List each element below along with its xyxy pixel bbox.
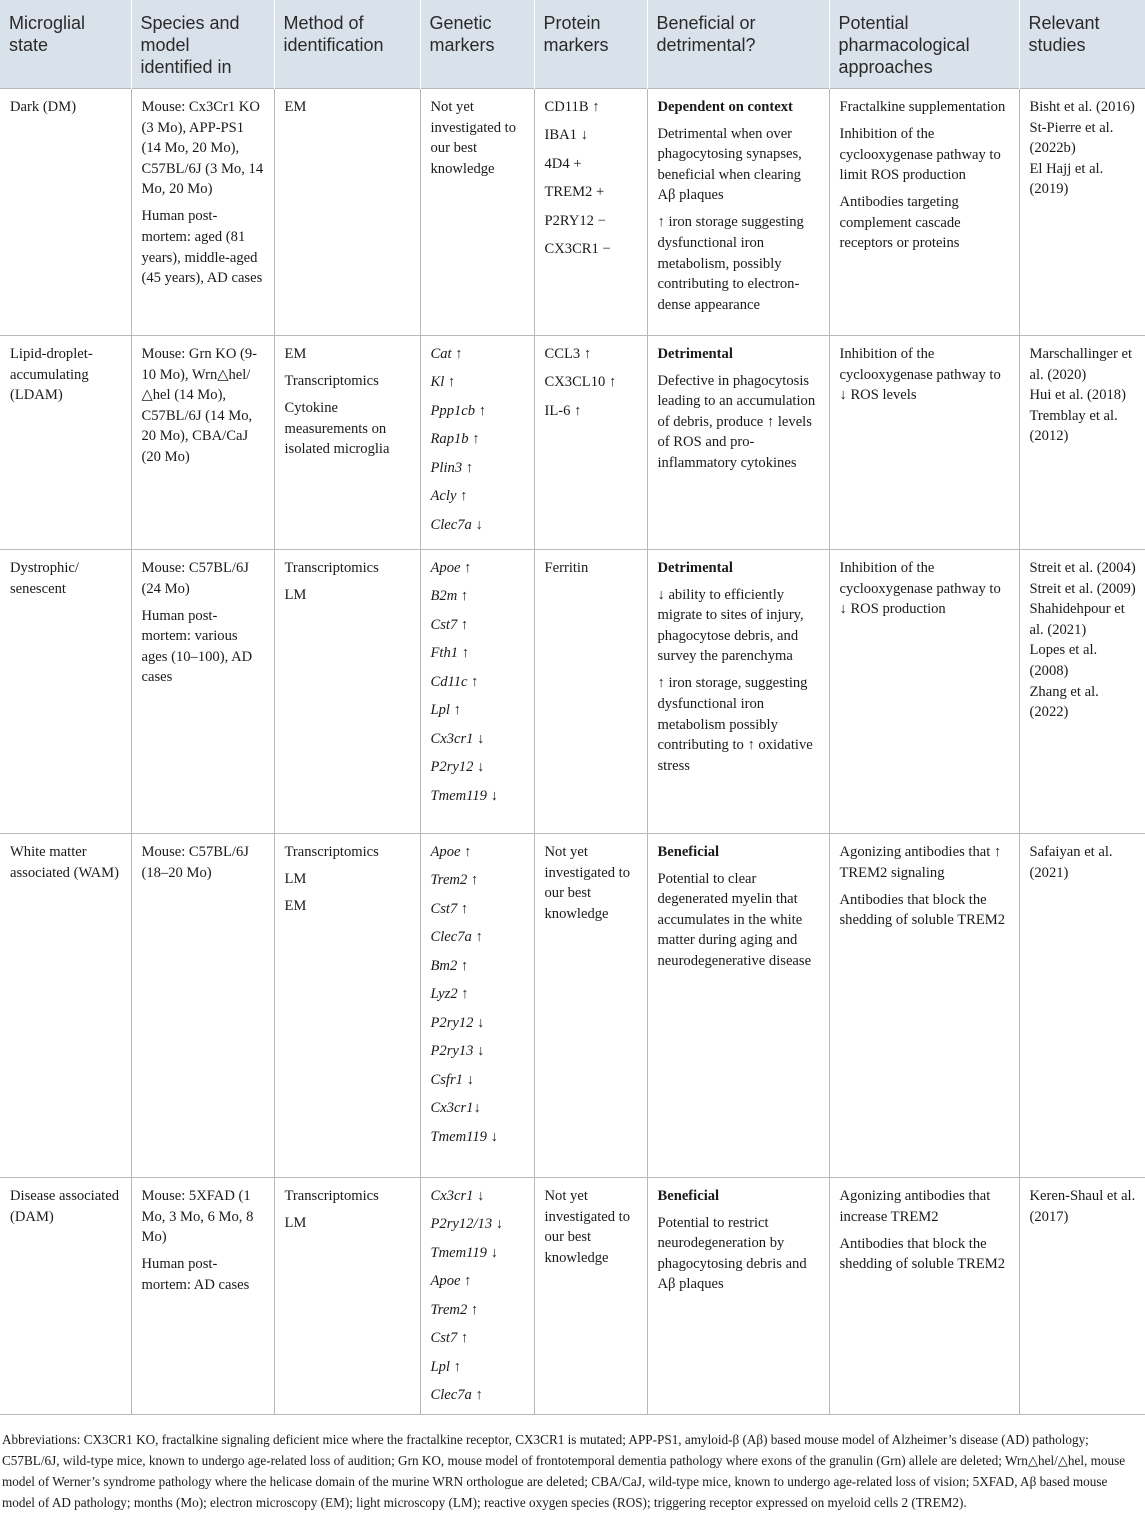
cell-method (274, 336, 420, 550)
header-genetic-markers: Genetic markers (420, 0, 534, 89)
species-entry: Mouse: 5XFAD (1 Mo, 3 Mo, 6 Mo, 8 Mo) (141, 1188, 254, 1246)
cell-method (274, 550, 420, 834)
species-entry: Human post-mortem: AD cases (141, 1256, 250, 1293)
gene-marker: Plin3 ↑ (430, 459, 474, 476)
method-entry: Transcriptomics (284, 372, 379, 389)
cell-state (0, 834, 131, 1178)
method-entry: Transcriptomics (284, 560, 379, 576)
abbreviations-footnote: Abbreviations: CX3CR1 KO, fractalkine signaling deficient mice where the fractalkine receptor, CX3CR1 is mutated; APP-PS1, amyloid-β (Aβ) based mouse model of Alzheimer’s disease (AD) pathology; C57BL/6J, wild-type mice, known to undergo age-related loss of audition; Grn KO, mouse model of frontotemporal dementia pathology where exons of the granulin (Grn) allele are deleted; Wrn△hel/△hel, mouse model of Werner’s syndrome pathology where the helicase domain of the murine WRN orthologue are deleted; CBA/CaJ, wild-type mice, known to undergo age-related loss of vision; 5XFAD, Aβ based mouse model of AD pathology; months (Mo); electron microscopy (EM); light microscopy (LM); reactive oxygen species (ROS); triggering receptor expressed on myeloid cells 2 (TREM2). (2, 1431, 1126, 1510)
header-species: Species and model identified in (131, 0, 274, 89)
study-reference: Shahidehpour et al. (2021) (1029, 601, 1125, 638)
gene-marker: Trem2 ↑ (430, 1301, 479, 1318)
study-reference: Bisht et al. (2016) (1029, 99, 1135, 115)
gene-marker: Cat ↑ (430, 346, 463, 362)
method-entry: Transcriptomics (284, 844, 379, 860)
cell-genetic-markers (420, 89, 534, 336)
gene-marker: Clec7a ↑ (430, 1387, 483, 1404)
method-entry: EM (284, 346, 307, 362)
species-entry: Mouse: C57BL/6J (18–20 Mo) (141, 844, 249, 881)
cell-beneficial (647, 550, 829, 834)
study-reference: Marschallinger et al. (2020) (1029, 346, 1133, 383)
cell-studies (1019, 89, 1145, 336)
pharma-approach: Inhibition of the cyclooxygenase pathway to limit ROS production (839, 125, 1001, 184)
gene-marker: Bm2 ↑ (430, 957, 469, 974)
state-name: Lipid-droplet-accumulating (LDAM) (10, 346, 93, 404)
cell-studies (1019, 1178, 1145, 1415)
cell-protein-markers (534, 89, 647, 336)
gene-marker: Cst7 ↑ (430, 616, 469, 633)
effect-text: Potential to clear degenerated myelin that accumulates in the white matter during aging and neurodegenerative disease (657, 870, 812, 969)
verdict-label: Detrimental (657, 346, 733, 362)
gene-marker: P2ry12/13 ↓ (430, 1216, 504, 1233)
study-reference: St-Pierre et al. (2022b) (1029, 119, 1114, 157)
gene-marker: Csfr1 ↓ (430, 1071, 474, 1088)
state-name: Dystrophic/ senescent (10, 560, 79, 597)
species-entry: Mouse: Grn KO (9-10 Mo), Wrn△hel/△hel (14 Mo), C57BL/6J (14 Mo, 20 Mo), CBA/CaJ (20 Mo) (141, 346, 258, 465)
study-reference: Tremblay et al. (2012) (1029, 407, 1118, 445)
study-reference: Hui et al. (2018) (1029, 387, 1126, 404)
gene-marker: Not yet investigated to our best knowledge (430, 99, 517, 177)
verdict-label: Beneficial (657, 844, 720, 860)
cell-studies (1019, 336, 1145, 550)
pharma-approach: Antibodies that block the shedding of soluble TREM2 (839, 891, 1006, 929)
effect-text: Detrimental when over phagocytosing synapses, beneficial when clearing Aβ plaques (657, 125, 802, 204)
gene-marker: Fth1 ↑ (430, 645, 470, 662)
gene-marker: Apoe ↑ (430, 1273, 472, 1290)
species-entry: Mouse: Cx3Cr1 KO (3 Mo), APP-PS1 (14 Mo, 20 Mo), C57BL/6J (3 Mo, 14 Mo, 20 Mo) (141, 99, 264, 198)
gene-marker: Rap1b ↑ (430, 431, 480, 448)
study-reference: Keren-Shaul et al. (2017) (1029, 1188, 1136, 1225)
cell-beneficial (647, 834, 829, 1178)
gene-marker: Lpl ↑ (430, 1358, 461, 1375)
cell-species (131, 834, 274, 1178)
cell-genetic-markers (420, 336, 534, 550)
table-body (0, 89, 1145, 1415)
header-state: Microglial state (0, 0, 131, 89)
protein-marker: IL-6 ↑ (544, 402, 582, 419)
cell-state (0, 1178, 131, 1415)
protein-marker: P2RY12 − (544, 212, 606, 229)
gene-marker: Clec7a ↓ (430, 516, 483, 533)
protein-marker: CD11B ↑ (544, 99, 600, 115)
gene-marker: Cx3cr1↓ (430, 1100, 481, 1117)
gene-marker: Lyz2 ↑ (430, 986, 469, 1003)
verdict-label: Beneficial (657, 1188, 720, 1204)
gene-marker: Clec7a ↑ (430, 929, 483, 946)
study-reference: Streit et al. (2009) (1029, 580, 1136, 597)
table-row (0, 1178, 1145, 1415)
gene-marker: Apoe ↑ (430, 844, 472, 860)
study-reference: Lopes et al. (2008) (1029, 642, 1098, 679)
effect-text: ↓ ability to efficiently migrate to sites of injury, phagocytose debris, and survey the parenchyma (657, 586, 804, 665)
gene-marker: B2m ↑ (430, 588, 469, 605)
cell-method (274, 89, 420, 336)
gene-marker: Tmem119 ↓ (430, 787, 498, 804)
gene-marker: P2ry12 ↓ (430, 1014, 485, 1031)
cell-species (131, 1178, 274, 1415)
header-method: Method of identification (274, 0, 420, 89)
cell-species (131, 89, 274, 336)
method-entry: LM (284, 586, 307, 603)
pharma-approach: Inhibition of the cyclooxygenase pathway to ↓ ROS production (839, 560, 1001, 618)
species-entry: Mouse: C57BL/6J (24 Mo) (141, 560, 249, 597)
cell-protein-markers (534, 336, 647, 550)
cell-method (274, 1178, 420, 1415)
species-entry: Human post-mortem: various ages (10–100), AD cases (141, 607, 253, 686)
header-protein-markers: Protein markers (534, 0, 647, 89)
cell-beneficial (647, 336, 829, 550)
effect-text: Defective in phagocytosis leading to an accumulation of debris, produce ↑ levels of ROS and pro-inflammatory cytokines (657, 372, 816, 471)
header-beneficial: Beneficial or detrimental? (647, 0, 829, 89)
protein-marker: TREM2 + (544, 184, 605, 201)
cell-studies (1019, 834, 1145, 1178)
cell-pharma (829, 834, 1019, 1178)
pharma-approach: Agonizing antibodies that increase TREM2 (839, 1188, 991, 1225)
gene-marker: Cx3cr1 ↓ (430, 1188, 485, 1204)
state-name: White matter associated (WAM) (10, 844, 120, 881)
gene-marker: Kl ↑ (430, 374, 456, 391)
verdict-label: Dependent on context (657, 99, 793, 115)
header-studies: Relevant studies (1019, 0, 1145, 89)
header-row (0, 0, 1145, 89)
effect-text: ↑ iron storage suggesting dysfunctional iron metabolism, possibly contributing to electron-dense appearance (657, 214, 804, 313)
pharma-approach: Inhibition of the cyclooxygenase pathway to ↓ ROS levels (839, 346, 1001, 404)
method-entry: EM (284, 99, 307, 115)
study-reference: Streit et al. (2004) (1029, 560, 1136, 576)
gene-marker: Cst7 ↑ (430, 900, 469, 917)
protein-marker: Not yet investigated to our best knowledge (544, 1188, 631, 1266)
study-reference: Zhang et al. (2022) (1029, 683, 1099, 721)
gene-marker: Apoe ↑ (430, 560, 472, 576)
cell-species (131, 336, 274, 550)
pharma-approach: Antibodies that block the shedding of soluble TREM2 (839, 1235, 1006, 1273)
gene-marker: Acly ↑ (430, 488, 468, 505)
cell-state (0, 89, 131, 336)
cell-pharma (829, 550, 1019, 834)
cell-pharma (829, 336, 1019, 550)
cell-protein-markers (534, 1178, 647, 1415)
pharma-approach: Fractalkine supplementation (839, 99, 1006, 115)
pharma-approach: Agonizing antibodies that ↑ TREM2 signaling (839, 844, 1002, 881)
cell-state (0, 550, 131, 834)
gene-marker: Cst7 ↑ (430, 1330, 469, 1347)
table-row (0, 834, 1145, 1178)
protein-marker: IBA1 ↓ (544, 127, 588, 144)
study-reference: El Hajj et al. (2019) (1029, 160, 1104, 198)
method-entry: Transcriptomics (284, 1188, 379, 1204)
cell-method (274, 834, 420, 1178)
table-row (0, 550, 1145, 834)
method-entry: LM (284, 1214, 307, 1231)
cell-pharma (829, 89, 1019, 336)
method-entry: EM (284, 897, 307, 914)
header-pharma: Potential pharmacological approaches (829, 0, 1019, 89)
protein-marker: CX3CL10 ↑ (544, 374, 617, 391)
gene-marker: P2ry13 ↓ (430, 1043, 485, 1060)
gene-marker: Cd11c ↑ (430, 673, 479, 690)
cell-genetic-markers (420, 550, 534, 834)
cell-protein-markers (534, 834, 647, 1178)
table-row (0, 89, 1145, 336)
state-name: Disease associated (DAM) (10, 1188, 120, 1225)
method-entry: LM (284, 870, 307, 887)
cell-state (0, 336, 131, 550)
cell-protein-markers (534, 550, 647, 834)
gene-marker: Ppp1cb ↑ (430, 402, 487, 419)
cell-species (131, 550, 274, 834)
effect-text: ↑ iron storage, suggesting dysfunctional iron metabolism possibly contributing to ↑ oxidative stress (657, 675, 813, 774)
table-row (0, 336, 1145, 550)
protein-marker: Ferritin (544, 560, 589, 576)
gene-marker: Tmem119 ↓ (430, 1244, 498, 1261)
state-name: Dark (DM) (10, 99, 77, 115)
cell-beneficial (647, 89, 829, 336)
gene-marker: Trem2 ↑ (430, 872, 479, 889)
cell-pharma (829, 1178, 1019, 1415)
verdict-label: Detrimental (657, 560, 733, 576)
gene-marker: P2ry12 ↓ (430, 759, 485, 776)
species-entry: Human post-mortem: aged (81 years), middle-aged (45 years), AD cases (141, 208, 263, 287)
protein-marker: CCL3 ↑ (544, 346, 592, 362)
pharma-approach: Antibodies targeting complement cascade receptors or proteins (839, 194, 961, 252)
cell-genetic-markers (420, 1178, 534, 1415)
protein-marker: Not yet investigated to our best knowledge (544, 844, 631, 922)
method-entry: Cytokine measurements on isolated microglia (284, 399, 390, 458)
effect-text: Potential to restrict neurodegeneration by phagocytosing debris and Aβ plaques (657, 1214, 807, 1293)
cell-beneficial (647, 1178, 829, 1415)
protein-marker: CX3CR1 − (544, 241, 611, 258)
cell-genetic-markers (420, 834, 534, 1178)
protein-marker: 4D4 + (544, 155, 582, 172)
gene-marker: Lpl ↑ (430, 702, 461, 719)
study-reference: Safaiyan et al. (2021) (1029, 844, 1113, 881)
gene-marker: Tmem119 ↓ (430, 1128, 498, 1145)
gene-marker: Cx3cr1 ↓ (430, 730, 485, 747)
cell-studies (1019, 550, 1145, 834)
